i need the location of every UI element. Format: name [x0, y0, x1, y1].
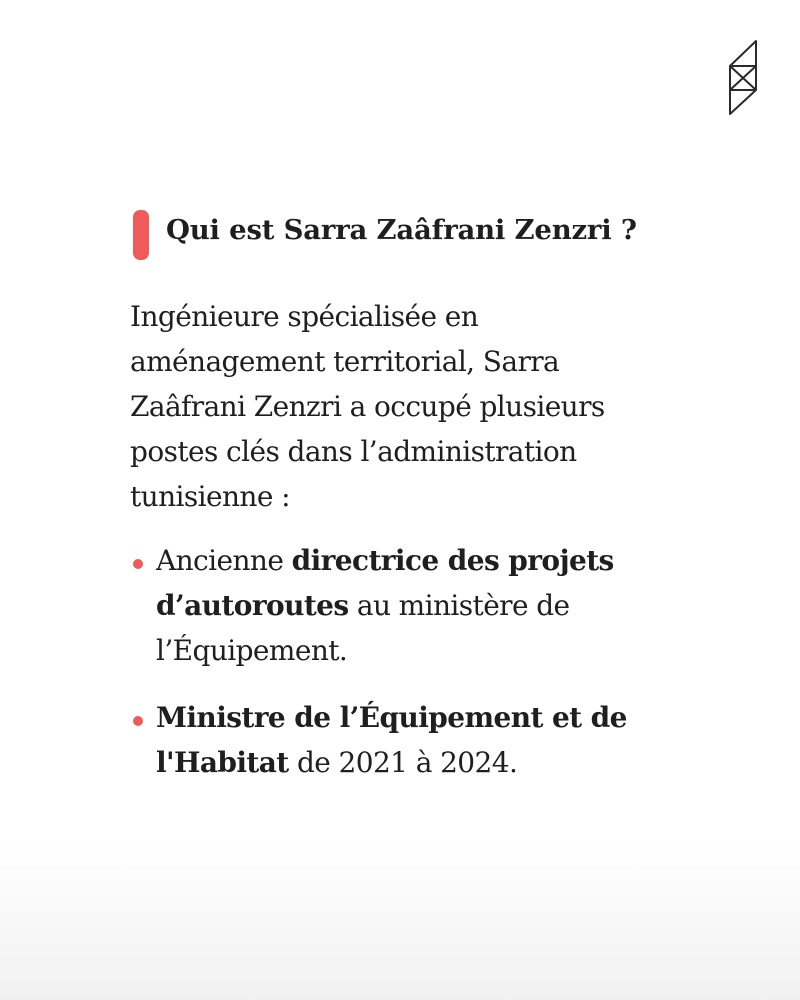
section-heading	[133, 210, 753, 262]
geometric-prism-logo-icon	[722, 38, 760, 116]
intro-line: Zaâfrani Zenzri a occupé plusieurs	[130, 390, 605, 423]
bullet-text	[156, 695, 627, 785]
bullet-text-bold: d’autoroutes	[156, 589, 349, 622]
bullet-text	[156, 538, 614, 673]
bullet-text-normal: l’Équipement.	[156, 634, 348, 667]
bullet-text-normal: Ancienne	[156, 544, 292, 577]
intro-line: aménagement territorial, Sarra	[130, 345, 560, 378]
bullet-dot-icon	[133, 559, 143, 569]
bullet-text-normal: au ministère de	[348, 589, 570, 622]
heading-accent-bar	[133, 210, 149, 260]
intro-paragraph	[130, 294, 690, 519]
intro-line: tunisienne :	[130, 480, 290, 513]
bullet-dot-icon	[133, 716, 143, 726]
intro-line: Ingénieure spécialisée en	[130, 300, 479, 333]
intro-line: postes clés dans l’administration	[130, 435, 577, 468]
bullet-text-bold: directrice des projets	[291, 544, 614, 577]
bullet-text-bold: Ministre de l’Équipement et de	[156, 701, 627, 734]
bullet-text-bold: l'Habitat	[156, 746, 289, 779]
bullet-text-normal: de 2021 à 2024.	[288, 746, 518, 779]
page-title: Qui est Sarra Zaâfrani Zenzri ?	[166, 214, 637, 246]
